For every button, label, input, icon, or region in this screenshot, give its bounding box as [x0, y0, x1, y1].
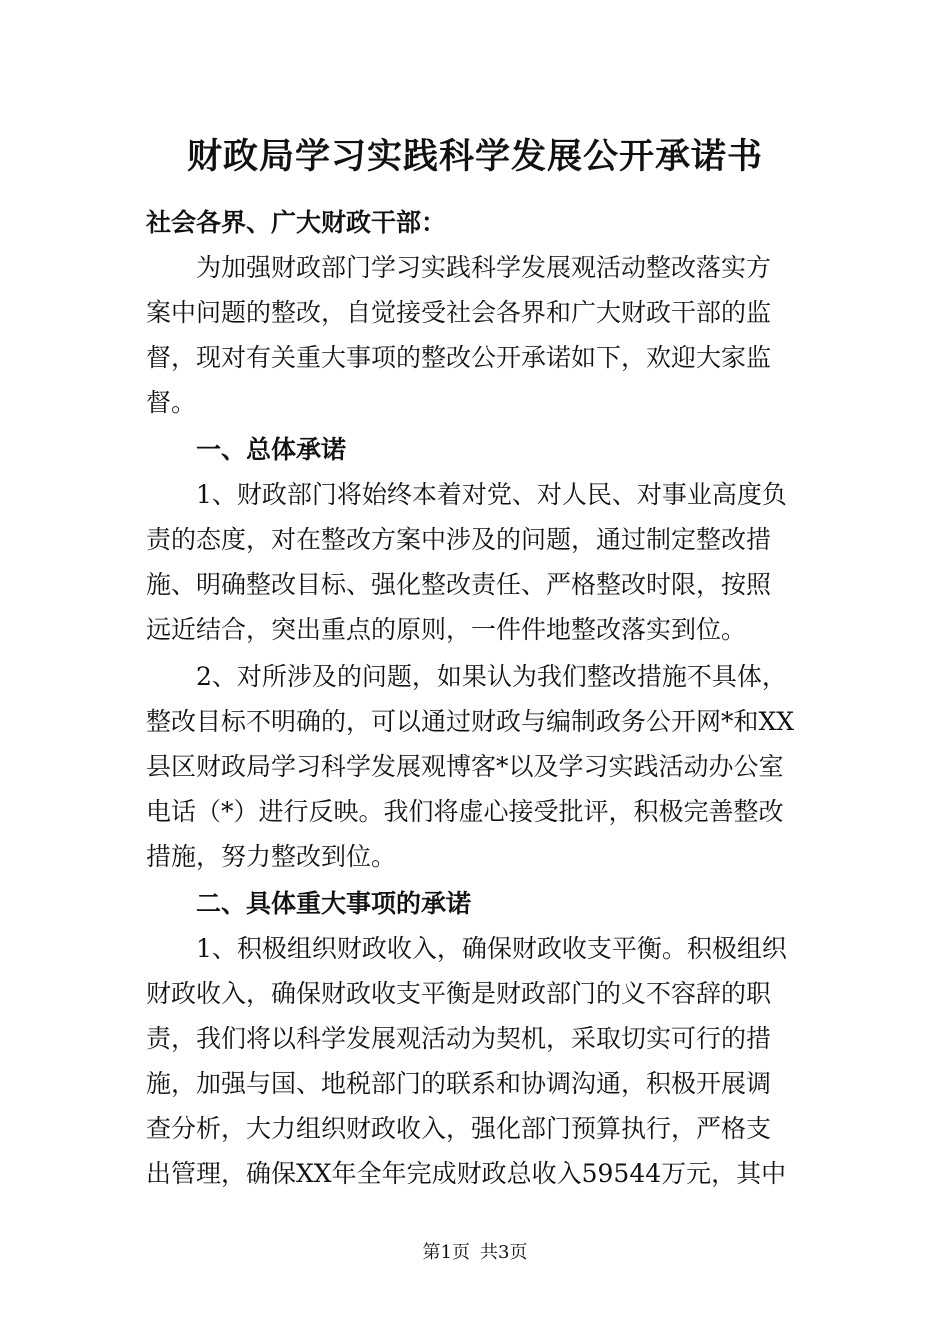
intro-line: 督，现对有关重大事项的整改公开承诺如下，欢迎大家监: [146, 343, 772, 372]
page-total: 共3页: [480, 1242, 528, 1263]
intro-line: 督。: [146, 388, 197, 417]
page-footer: [0, 1240, 950, 1266]
section1-item1-line: 1、财政部门将始终本着对党、对人民、对事业高度负: [196, 480, 787, 509]
salutation: 社会各界、广大财政干部：: [146, 208, 447, 237]
section-heading-2: 二、具体重大事项的承诺: [196, 889, 472, 918]
section2-item1-line: 责，我们将以科学发展观活动为契机，采取切实可行的措: [146, 1024, 772, 1053]
page-number: 第1页: [422, 1242, 470, 1263]
section1-item1-line: 远近结合，突出重点的原则，一件件地整改落实到位。: [146, 615, 747, 644]
section1-item1-line: 责的态度，对在整改方案中涉及的问题，通过制定整改措: [146, 525, 772, 554]
intro-line: 为加强财政部门学习实践科学发展观活动整改落实方: [196, 253, 772, 282]
section2-item1-line: 施，加强与国、地税部门的联系和协调沟通，积极开展调: [146, 1069, 772, 1098]
section-heading-1: 一、总体承诺: [196, 435, 347, 464]
section1-item2-line: 整改目标不明确的，可以通过财政与编制政务公开网*和XX: [146, 707, 795, 736]
section1-item2-line: 县区财政局学习科学发展观博客*以及学习实践活动办公室: [146, 752, 784, 781]
intro-line: 案中问题的整改，自觉接受社会各界和广大财政干部的监: [146, 298, 772, 327]
section1-item2-line: 2、对所涉及的问题，如果认为我们整改措施不具体，: [196, 662, 787, 691]
section2-item1-line: 查分析，大力组织财政收入，强化部门预算执行，严格支: [146, 1114, 772, 1143]
section1-item2-line: 措施，努力整改到位。: [146, 842, 397, 871]
section1-item2-line: 电话（*）进行反映。我们将虚心接受批评，积极完善整改: [146, 797, 784, 826]
section1-item1-line: 施、明确整改目标、强化整改责任、严格整改时限，按照: [146, 570, 772, 599]
document-title: 财政局学习实践科学发展公开承诺书: [186, 136, 763, 177]
section2-item1-line: 财政收入，确保财政收支平衡是财政部门的义不容辞的职: [146, 979, 772, 1008]
section2-item1-line: 出管理，确保XX年全年完成财政总收入59544万元，其中: [146, 1159, 787, 1188]
section2-item1-line: 1、积极组织财政收入，确保财政收支平衡。积极组织: [196, 934, 787, 963]
